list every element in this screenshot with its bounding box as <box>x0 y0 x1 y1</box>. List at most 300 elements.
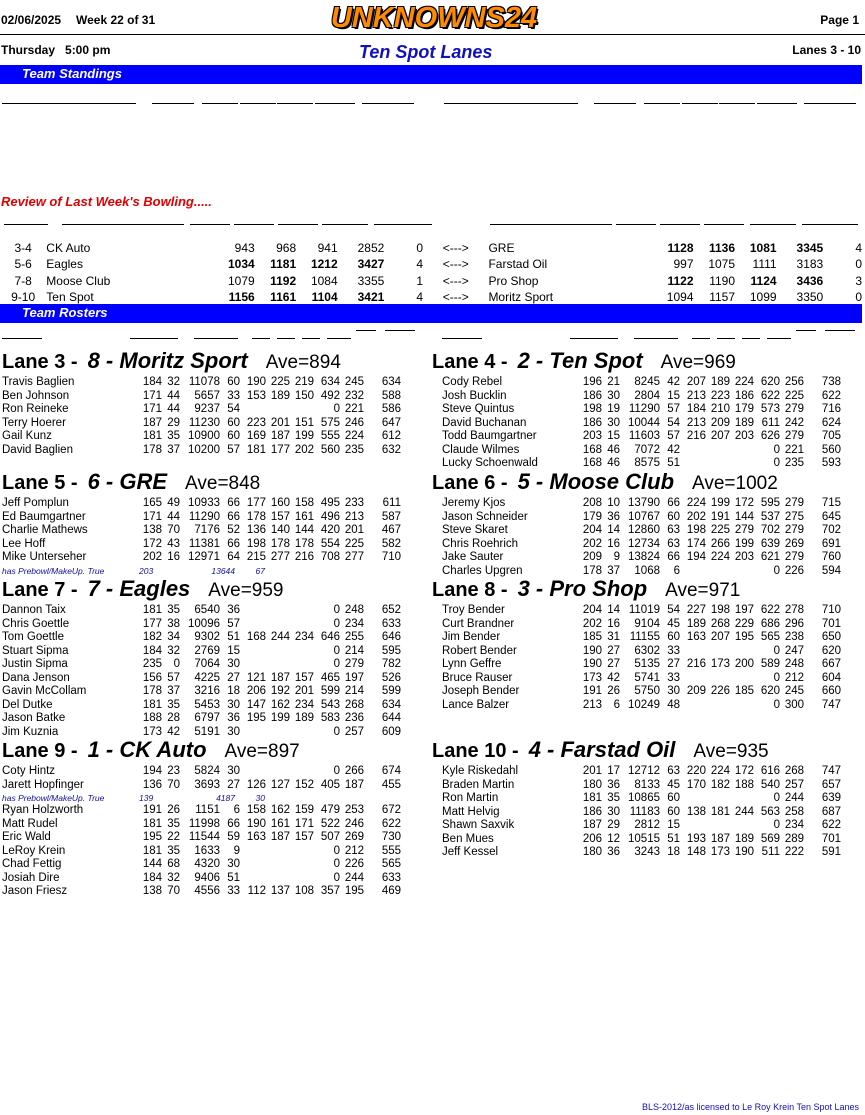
page-number: Page 1 <box>820 13 859 27</box>
player-stat: 226 <box>710 685 730 697</box>
standings-pins <box>308 116 352 132</box>
player-stat: 278 <box>784 604 804 616</box>
player-stat: 137 <box>270 885 290 897</box>
player-stat: 44 <box>167 389 180 402</box>
player-stat: 650 <box>821 631 841 643</box>
player-stat: 573 <box>760 403 780 415</box>
player-stat <box>240 604 266 618</box>
team-name: 1 - CK Auto <box>87 737 207 762</box>
player-stat: 245 <box>344 376 364 388</box>
player-stat: 66 <box>227 497 240 509</box>
player-stat: 152 <box>294 778 314 791</box>
player-stat: 5741 <box>634 671 660 684</box>
player-stat: 157 <box>294 671 314 684</box>
player-stat: 178 <box>582 564 602 577</box>
roster-header-g3 <box>742 338 760 339</box>
roster-row <box>2 538 401 552</box>
roster-header-name <box>442 338 482 339</box>
player-stat: 702 <box>821 524 841 536</box>
roster-row <box>2 804 401 818</box>
standings-g1 <box>180 116 232 132</box>
player-stat: 266 <box>344 765 364 777</box>
player-stat: 51 <box>667 457 680 469</box>
player-stat: 195 <box>344 885 364 897</box>
standings-g3 <box>270 116 308 132</box>
player-name: Jake Sauter <box>442 551 504 563</box>
player-stat: 30 <box>227 765 240 777</box>
review-vs: <---> <box>442 290 469 305</box>
roster-row <box>2 858 401 872</box>
player-stat: 8575 <box>634 457 660 469</box>
player-name: Steve Quintus <box>442 403 515 415</box>
spacer <box>838 132 864 148</box>
standings-header-pins-hdcp <box>315 103 355 104</box>
player-stat: 195 <box>142 831 162 843</box>
player-stat: 11183 <box>629 805 660 818</box>
player-stat <box>266 658 290 672</box>
team-name: 3 - Pro Shop <box>517 576 648 601</box>
player-stat: 540 <box>760 778 780 791</box>
player-stat: 30 <box>607 416 620 429</box>
player-stat: 225 <box>710 524 730 536</box>
review-t2: Farstad Oil <box>488 257 548 272</box>
player-stat: 169 <box>246 430 266 442</box>
player-stat: 158 <box>246 804 266 816</box>
standings-row <box>2 165 422 181</box>
player-stat: 34 <box>167 631 180 643</box>
player-stat: 555 <box>381 844 401 857</box>
player-name: Ryan Holzworth <box>2 804 84 816</box>
player-stat: 626 <box>760 430 780 442</box>
player-name: Chris Goettle <box>2 617 70 630</box>
standings-g1 <box>622 165 674 181</box>
roster-table <box>442 497 841 578</box>
review-ct: 3345 <box>796 241 824 256</box>
roster-header-pins <box>194 338 238 339</box>
review-t2: GRE <box>488 241 515 256</box>
player-name: Ron Reineke <box>2 403 69 415</box>
player-stat: 232 <box>344 389 364 402</box>
player-stat: 555 <box>320 430 340 442</box>
player-stat: 66 <box>667 497 680 509</box>
player-stat: 199 <box>294 430 314 442</box>
player-name: Steve Skaret <box>442 524 508 536</box>
standings-g2 <box>232 116 270 132</box>
player-stat: 214 <box>344 644 364 657</box>
prebowl-label: has Prebowl/MakeUp. True <box>2 793 105 803</box>
player-stat: 45 <box>667 617 680 630</box>
standings-team <box>2 116 150 132</box>
roster-header-scratch <box>385 330 415 331</box>
player-stat: 3693 <box>194 778 220 791</box>
center-name: Ten Spot Lanes <box>359 42 493 62</box>
player-stat: 173 <box>582 671 602 684</box>
player-stat: 701 <box>821 617 841 630</box>
standings-header-g1 <box>202 103 238 104</box>
player-stat: 172 <box>734 497 754 509</box>
player-stat <box>290 604 314 618</box>
player-name: Matt Helvig <box>442 805 500 818</box>
roster-row <box>2 524 401 538</box>
roster-header-ave <box>570 338 618 339</box>
player-stat: 187 <box>344 778 364 791</box>
standings-bar <box>0 65 862 84</box>
standings-row <box>444 149 864 165</box>
player-stat <box>706 645 730 659</box>
roster-row <box>442 618 841 632</box>
team-name: 7 - Eagles <box>87 576 191 601</box>
player-stat: 248 <box>344 604 364 616</box>
roster-header-g2 <box>717 338 735 339</box>
player-stat: 13790 <box>628 497 660 509</box>
player-stat: 0 <box>773 698 780 711</box>
review-cw: 4 <box>855 241 862 256</box>
day-time: Thursday 5:00 pm <box>1 43 111 57</box>
player-stat: 1633 <box>194 844 220 857</box>
roster-row <box>442 403 841 417</box>
standings-won <box>150 165 180 181</box>
player-stat: 42 <box>607 671 620 684</box>
roster-row <box>442 833 841 847</box>
standings-header-pins-hdcp <box>757 103 797 104</box>
player-stat: 277 <box>344 551 364 563</box>
player-name: Matt Rudel <box>2 817 58 830</box>
player-stat: 32 <box>167 871 180 884</box>
player-stat: 60 <box>227 416 240 429</box>
player-name: Lance Balzer <box>442 698 510 711</box>
player-stat <box>706 444 730 458</box>
standings-pins <box>750 116 794 132</box>
standings-row <box>2 116 422 132</box>
player-stat: 180 <box>582 846 602 858</box>
spacer <box>396 149 422 165</box>
player-name: Mike Unterseher <box>2 551 87 563</box>
player-stat: 68 <box>167 858 180 870</box>
player-stat: 647 <box>381 416 401 429</box>
player-stat: 202 <box>582 537 602 550</box>
player-stat: 609 <box>381 725 401 738</box>
roster-table <box>442 604 841 712</box>
player-stat: 54 <box>667 416 680 429</box>
standings-header-ytd-won <box>362 103 414 104</box>
player-stat: 138 <box>142 524 162 536</box>
team-name: 5 - Moose Club <box>517 469 675 494</box>
standings-header-team <box>444 103 578 104</box>
player-stat <box>266 872 290 886</box>
lane-heading <box>432 469 778 495</box>
player-stat: 234 <box>294 698 314 711</box>
roster-table <box>2 804 401 899</box>
player-stat: 46 <box>607 443 620 456</box>
player-stat: 32 <box>167 644 180 657</box>
standings-won <box>150 116 180 132</box>
player-stat: 191 <box>142 804 162 816</box>
player-stat: 233 <box>344 497 364 509</box>
roster-header-total <box>327 338 351 339</box>
player-stat: 279 <box>784 524 804 536</box>
roster-table <box>442 376 841 471</box>
player-stat: 27 <box>667 658 680 670</box>
player-stat: 121 <box>246 671 266 684</box>
player-stat: 6797 <box>194 712 220 724</box>
player-stat: 48 <box>667 698 680 711</box>
player-stat: 11155 <box>629 631 660 643</box>
player-stat: 3243 <box>634 846 660 858</box>
player-stat <box>730 672 754 686</box>
player-stat: 9 <box>613 551 620 563</box>
standings-g1 <box>622 116 674 132</box>
standings-won <box>592 132 622 148</box>
player-stat: 30 <box>227 698 240 711</box>
player-stat: 70 <box>167 524 180 536</box>
lanes-range: Lanes 3 - 10 <box>792 43 861 57</box>
standings-row <box>2 149 422 165</box>
standings-ytd <box>352 165 396 181</box>
player-stat: 161 <box>270 817 290 830</box>
player-stat: 225 <box>270 376 290 388</box>
player-stat: 7064 <box>194 658 220 670</box>
roster-row <box>2 831 401 845</box>
player-stat: 198 <box>582 403 602 415</box>
player-stat <box>240 403 266 417</box>
player-stat: 182 <box>710 778 730 791</box>
player-stat: 511 <box>761 846 780 858</box>
player-stat: 208 <box>582 497 602 509</box>
prebowl-note <box>2 566 265 576</box>
standings-pins <box>308 132 352 148</box>
roster-row <box>2 685 401 699</box>
review-c3: 1099 <box>749 290 777 305</box>
player-stat: 0 <box>333 765 340 777</box>
standings-pins <box>750 149 794 165</box>
player-stat: 18 <box>227 685 240 697</box>
player-stat <box>680 645 706 659</box>
roster-row <box>442 645 841 659</box>
review-aw: 4 <box>416 290 423 305</box>
spacer <box>396 165 422 181</box>
player-stat: 63 <box>667 765 680 777</box>
review-header-g3 <box>278 224 318 225</box>
player-stat <box>290 658 314 672</box>
review-aw: 0 <box>416 241 423 256</box>
player-stat: 0 <box>333 604 340 616</box>
player-stat: 204 <box>582 604 602 616</box>
review-c2: 1136 <box>708 241 736 256</box>
player-stat: 178 <box>246 510 266 523</box>
player-stat: 639 <box>760 537 780 550</box>
player-stat: 672 <box>381 804 401 816</box>
player-stat: 59 <box>227 831 240 843</box>
player-name: Jeff Pomplun <box>2 497 69 509</box>
standings-header-g2 <box>682 103 718 104</box>
player-stat: 126 <box>246 778 266 791</box>
player-stat: 646 <box>381 631 401 643</box>
standings-header-ytd-won <box>804 103 856 104</box>
player-stat: 11230 <box>188 416 220 429</box>
player-stat <box>266 403 290 417</box>
player-stat: 622 <box>381 817 401 830</box>
player-stat: 219 <box>294 376 314 388</box>
player-stat: 616 <box>760 765 780 777</box>
player-stat: 213 <box>344 510 364 523</box>
player-stat: 248 <box>784 658 804 670</box>
review-t2: Moritz Sport <box>488 290 554 305</box>
player-stat: 144 <box>294 524 314 536</box>
player-stat: 8245 <box>634 376 660 388</box>
player-stat: 595 <box>760 497 780 509</box>
player-stat: 12712 <box>628 765 660 777</box>
player-stat: 9104 <box>634 617 660 630</box>
player-stat: 42 <box>167 725 180 738</box>
player-stat: 201 <box>344 524 364 536</box>
player-stat: 10044 <box>628 416 660 429</box>
player-stat: 191 <box>582 685 602 697</box>
player-stat: 6 <box>673 564 680 577</box>
player-name: Troy Bender <box>442 604 505 616</box>
player-stat: 30 <box>227 725 240 738</box>
player-stat: 269 <box>784 537 804 550</box>
player-stat: 560 <box>320 443 340 456</box>
player-stat: 23 <box>167 765 180 777</box>
player-stat: 9237 <box>194 403 220 415</box>
player-stat: 9406 <box>194 871 220 884</box>
player-stat: 159 <box>294 804 314 816</box>
review-table <box>0 240 862 305</box>
player-stat: 181 <box>142 698 162 711</box>
player-stat: 633 <box>381 871 401 884</box>
player-stat: 37 <box>607 564 620 577</box>
player-stat: 782 <box>381 658 401 670</box>
player-stat: 279 <box>784 403 804 415</box>
player-stat: 171 <box>142 510 162 523</box>
team-name: 6 - GRE <box>87 469 168 494</box>
player-stat: 10900 <box>188 430 220 442</box>
player-stat: 192 <box>270 685 290 697</box>
standings-g1 <box>180 132 232 148</box>
player-stat: 543 <box>320 698 340 711</box>
player-stat: 244 <box>270 631 290 643</box>
player-stat: 207 <box>710 631 730 643</box>
player-stat: 715 <box>821 497 841 509</box>
standings-header-g3 <box>277 103 313 104</box>
roster-row <box>442 444 841 458</box>
roster-header-pins <box>634 338 678 339</box>
player-stat: 492 <box>320 389 340 402</box>
player-stat: 165 <box>142 497 162 509</box>
roster-row <box>442 792 841 806</box>
player-stat: 27 <box>607 644 620 657</box>
player-stat: 708 <box>320 551 340 563</box>
player-stat: 27 <box>227 778 240 791</box>
player-stat: 222 <box>784 846 804 858</box>
player-stat: 234 <box>294 631 314 643</box>
standings-ytd <box>794 165 838 181</box>
player-stat: 0 <box>333 858 340 870</box>
player-stat: 201 <box>294 685 314 697</box>
standings-row <box>444 116 864 132</box>
review-c2: 1157 <box>709 290 736 305</box>
standings-g2 <box>674 132 712 148</box>
player-stat: 633 <box>381 617 401 630</box>
review-at: 3427 <box>357 257 385 272</box>
player-stat <box>266 858 290 872</box>
player-name: Jason Batke <box>2 712 66 724</box>
player-stat <box>730 444 754 458</box>
player-stat: 66 <box>227 510 240 523</box>
player-stat: 37 <box>167 685 180 697</box>
player-stat: 198 <box>686 524 706 536</box>
player-stat: 760 <box>821 551 841 563</box>
player-stat: 171 <box>142 389 162 402</box>
player-stat: 193 <box>686 832 706 845</box>
player-stat: 199 <box>710 497 730 509</box>
player-stat: 28 <box>167 712 180 724</box>
player-stat: 153 <box>246 389 266 402</box>
player-stat: 11544 <box>188 831 220 843</box>
player-stat: 244 <box>784 792 804 804</box>
roster-row <box>2 444 401 458</box>
player-stat: 289 <box>784 832 804 845</box>
player-stat: 202 <box>582 617 602 630</box>
player-stat: 189 <box>270 389 290 402</box>
player-stat: 213 <box>582 698 602 711</box>
player-stat: 44 <box>167 403 180 415</box>
player-name: Jeff Kessel <box>442 846 499 858</box>
standings-pins <box>750 132 794 148</box>
player-stat: 30 <box>667 685 680 697</box>
prebowl-ave: 203 <box>139 565 154 576</box>
player-name: Lucky Schoenwald <box>442 457 538 469</box>
lane-number: Lane 8 - <box>432 579 508 601</box>
player-stat: 247 <box>784 644 804 657</box>
player-stat: 7176 <box>194 524 220 536</box>
player-stat: 223 <box>246 416 266 429</box>
player-stat: 187 <box>142 416 162 429</box>
player-stat: 195 <box>246 712 266 724</box>
player-stat: 190 <box>246 817 266 830</box>
player-stat: 686 <box>760 617 780 630</box>
player-stat: 12 <box>607 832 620 845</box>
player-stat: 32 <box>167 376 180 388</box>
player-stat: 622 <box>821 819 841 831</box>
review-c1: 1094 <box>666 290 694 305</box>
player-name: Jeremy Kjos <box>442 497 506 509</box>
player-stat: 151 <box>294 416 314 429</box>
roster-row <box>2 430 401 444</box>
player-stat: 554 <box>320 537 340 550</box>
review-c2: 1190 <box>709 273 736 288</box>
prebowl-label: has Prebowl/MakeUp. True <box>2 565 105 576</box>
standings-team <box>2 149 150 165</box>
player-stat <box>266 604 290 618</box>
player-stat: 63 <box>667 524 680 536</box>
roster-row <box>442 376 841 390</box>
player-stat: 657 <box>821 778 841 791</box>
player-stat: 70 <box>167 778 180 791</box>
lane-heading <box>432 576 740 602</box>
player-stat: 30 <box>607 805 620 818</box>
player-stat: 184 <box>142 644 162 657</box>
roster-row <box>2 712 401 726</box>
player-stat: 33 <box>227 885 240 897</box>
player-stat: 29 <box>167 416 180 429</box>
player-stat: 9302 <box>194 631 220 643</box>
player-stat: 11381 <box>188 537 220 550</box>
week-label: Week 22 of 31 <box>76 13 156 27</box>
review-lanes: 7-8 <box>14 273 32 288</box>
player-stat: 187 <box>270 831 290 843</box>
header-divider <box>0 34 865 35</box>
